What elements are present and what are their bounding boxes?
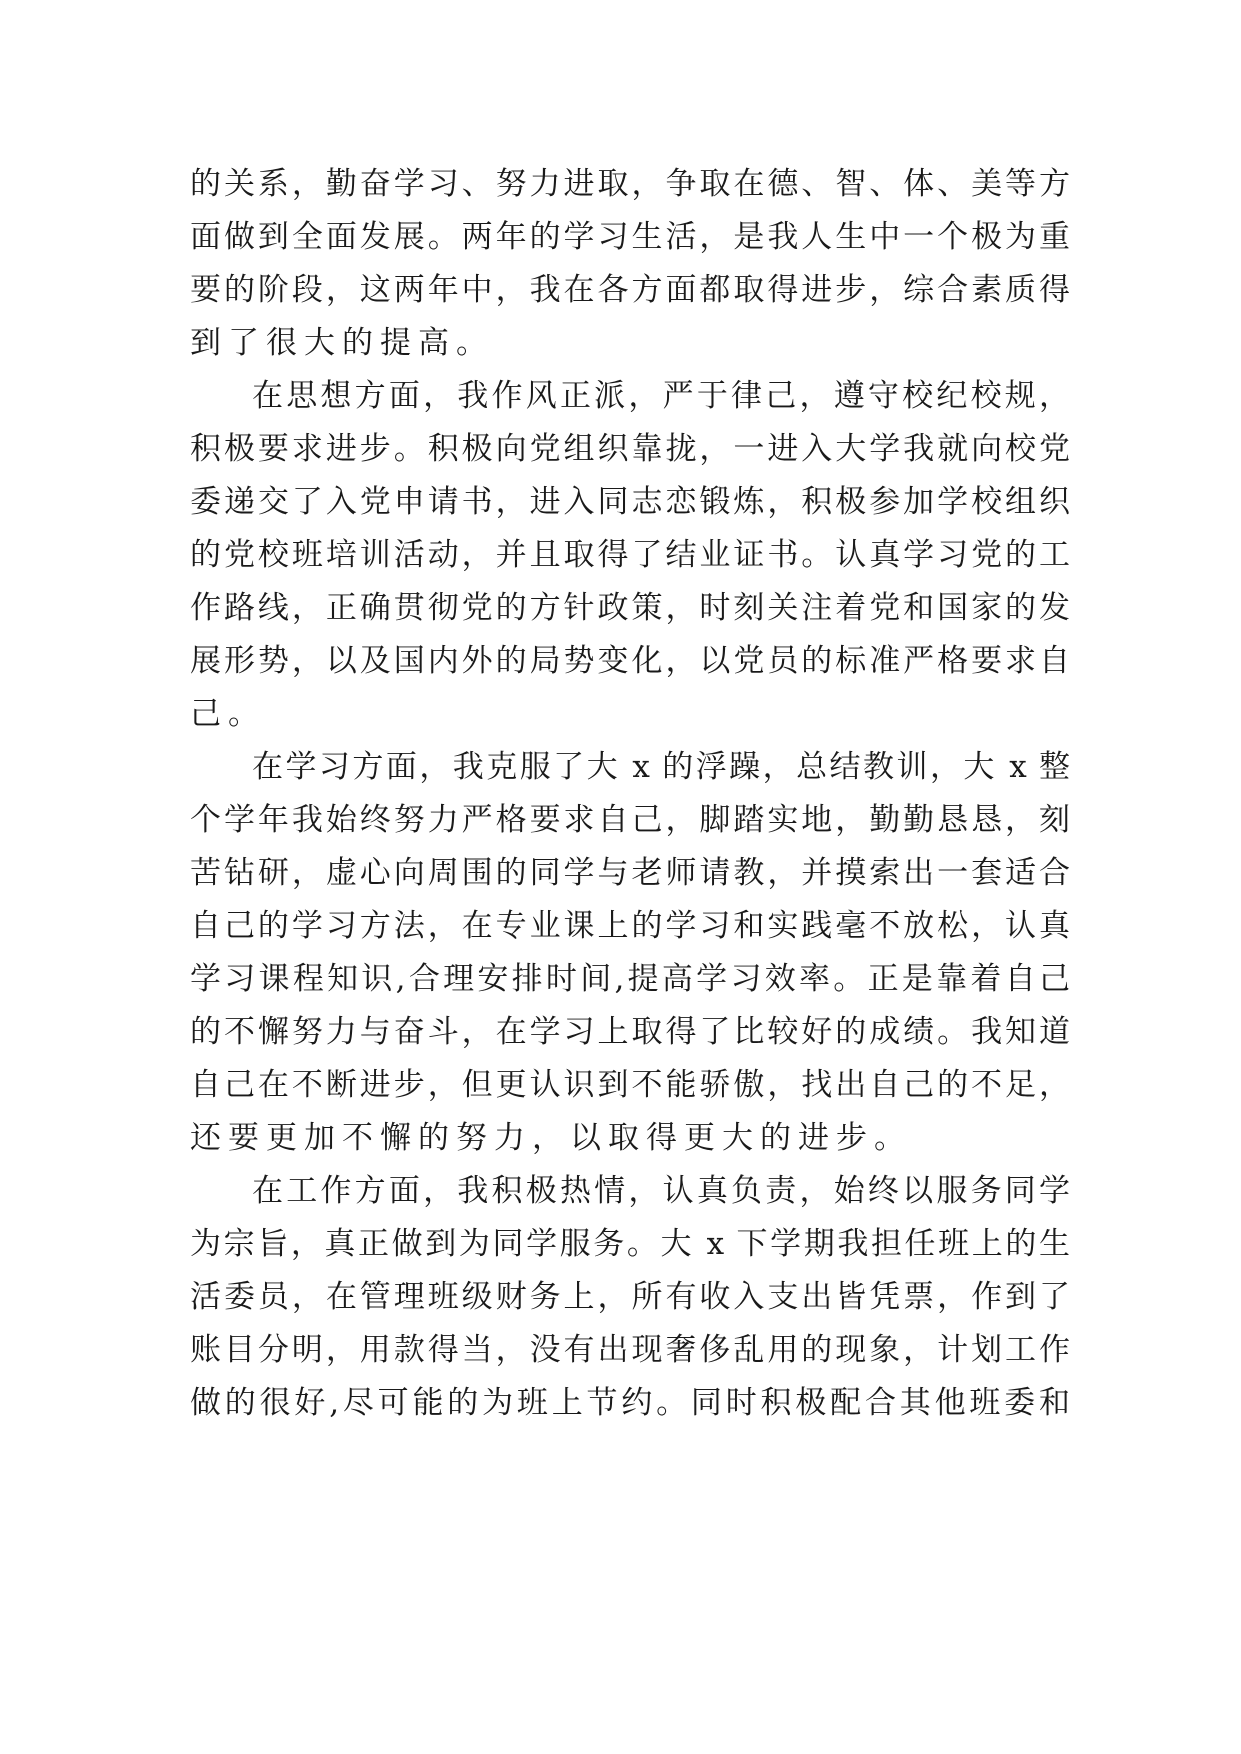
paragraph bbox=[190, 1165, 1070, 1430]
text-line: 展形势，以及国内外的局势变化，以党员的标准严格要求自 bbox=[190, 643, 1070, 679]
text-line: 自己的学习方法，在专业课上的学习和实践毫不放松，认真 bbox=[190, 908, 1070, 944]
text-line: 苦钻研，虚心向周围的同学与老师请教，并摸索出一套适合 bbox=[190, 855, 1070, 891]
text-line: 的关系，勤奋学习、努力进取，争取在德、智、体、美等方 bbox=[190, 166, 1070, 202]
paragraph bbox=[190, 370, 1070, 741]
body-text bbox=[190, 158, 1070, 1430]
text-line: 己。 bbox=[190, 696, 266, 732]
text-line: 积极要求进步。积极向党组织靠拢，一进入大学我就向校党 bbox=[190, 431, 1070, 467]
text-line: 做的很好,尽可能的为班上节约。同时积极配合其他班委和 bbox=[190, 1385, 1070, 1421]
text-line: 在思想方面，我作风正派，严于律己，遵守校纪校规， bbox=[252, 378, 1070, 414]
text-line: 学习课程知识,合理安排时间,提高学习效率。正是靠着自己 bbox=[190, 961, 1070, 997]
text-line: 账目分明，用款得当，没有出现奢侈乱用的现象，计划工作 bbox=[190, 1332, 1070, 1368]
text-line: 到了很大的提高。 bbox=[190, 325, 494, 361]
paragraph bbox=[190, 158, 1070, 370]
text-line: 要的阶段，这两年中，我在各方面都取得进步，综合素质得 bbox=[190, 272, 1070, 308]
text-line: 的党校班培训活动，并且取得了结业证书。认真学习党的工 bbox=[190, 537, 1070, 573]
text-line: 还要更加不懈的努力，以取得更大的进步。 bbox=[190, 1120, 912, 1156]
text-line: 为宗旨，真正做到为同学服务。大 x 下学期我担任班上的生 bbox=[190, 1226, 1070, 1262]
text-line: 在工作方面，我积极热情，认真负责，始终以服务同学 bbox=[252, 1173, 1070, 1209]
text-line: 个学年我始终努力严格要求自己，脚踏实地，勤勤恳恳，刻 bbox=[190, 802, 1070, 838]
text-line: 作路线，正确贯彻党的方针政策，时刻关注着党和国家的发 bbox=[190, 590, 1070, 626]
text-line: 面做到全面发展。两年的学习生活，是我人生中一个极为重 bbox=[190, 219, 1070, 255]
text-line: 活委员，在管理班级财务上，所有收入支出皆凭票，作到了 bbox=[190, 1279, 1070, 1315]
text-line: 委递交了入党申请书，进入同志恋锻炼，积极参加学校组织 bbox=[190, 484, 1070, 520]
text-line: 在学习方面，我克服了大 x 的浮躁，总结教训，大 x 整 bbox=[252, 749, 1070, 785]
paragraph bbox=[190, 741, 1070, 1165]
text-line: 的不懈努力与奋斗，在学习上取得了比较好的成绩。我知道 bbox=[190, 1014, 1070, 1050]
text-line: 自己在不断进步，但更认识到不能骄傲，找出自己的不足， bbox=[190, 1067, 1070, 1103]
